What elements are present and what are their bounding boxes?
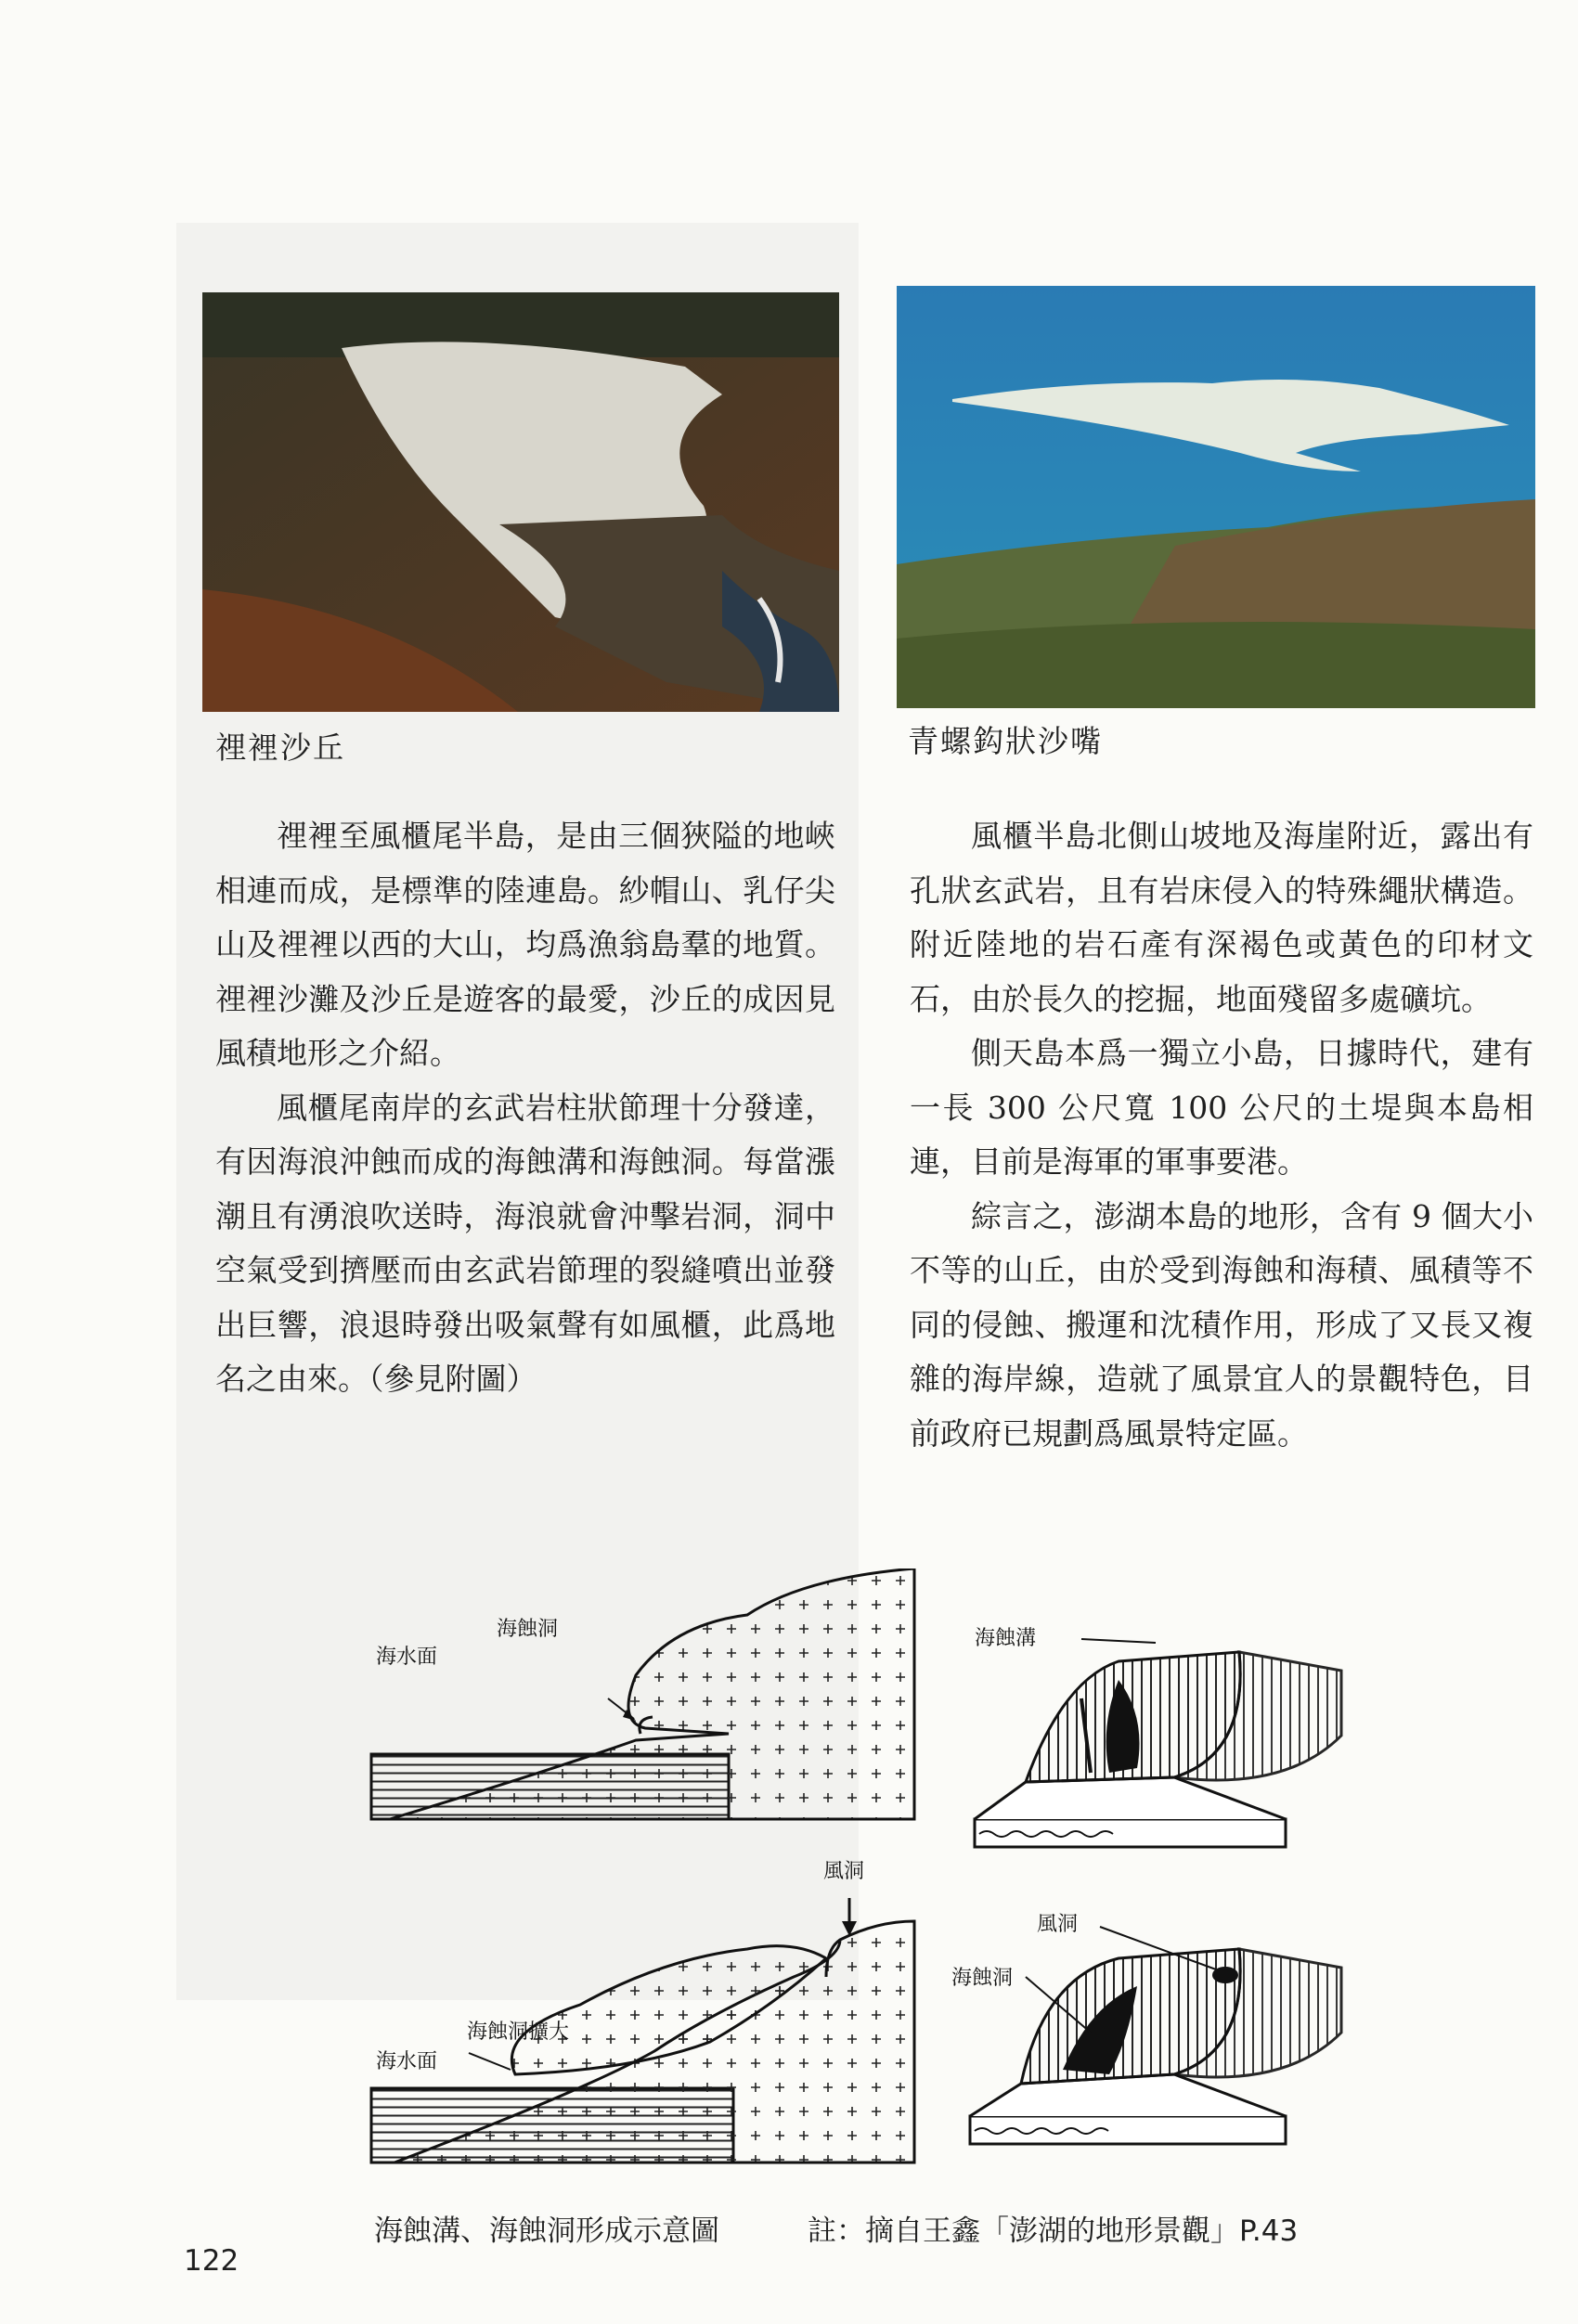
page-number: 122 <box>184 2244 239 2278</box>
sand-dune-photo <box>202 292 839 712</box>
sand-spit-photo <box>897 286 1535 708</box>
left-text-column <box>215 809 835 1407</box>
label-wind-cave-2: 風洞 <box>1037 1913 1079 1936</box>
label-sea-trench: 海蝕溝 <box>975 1627 1037 1650</box>
block-diagram-bottom <box>951 1913 1341 2144</box>
label-sea-cave: 海蝕洞 <box>497 1618 559 1641</box>
right-paragraph-2: 側天島本爲一獨立小島，日據時代，建有一長 300 公尺寬 100 公尺的土堤與本島相連，目前是海軍的軍事要港。 <box>910 1035 1533 1180</box>
left-paragraph-1: 𥚃裡至風櫃尾半島，是由三個狹隘的地峽相連而成，是標準的陸連島。紗帽山、乳仔尖山及𥚃裡以西的大山，均爲漁翁島羣的地質。𥚃裡沙灘及沙丘是遊客的最愛，沙丘的成因見風積地形之介紹。 <box>215 818 835 1071</box>
left-paragraph-2: 風櫃尾南岸的玄武岩柱狀節理十分發達，有因海浪沖蝕而成的海蝕溝和海蝕洞。每當漲潮且有湧浪吹送時，海浪就會沖擊岩洞，洞中空氣受到擠壓而由玄武岩節理的裂縫噴出並發出巨響，浪退時發出吸氣聲有如風櫃，此爲地名之由來。（參見附圖） <box>215 1089 835 1397</box>
right-paragraph-3: 綜言之，澎湖本島的地形，含有 9 個大小不等的山丘，由於受到海蝕和海積、風積等不同的侵蝕、搬運和沈積作用，形成了又長又複雜的海岸線，造就了風景宜人的景觀特色，目前政府已規劃爲風景特定區。 <box>910 1197 1533 1452</box>
label-sea-cave-2: 海蝕洞 <box>951 1967 1014 1990</box>
right-paragraph-1: 風櫃半島北側山坡地及海崖附近，露出有孔狀玄武岩，且有岩床侵入的特殊繩狀構造。附近陸地的岩石產有深褐色或黃色的印材文石，由於長久的挖掘，地面殘留多處礦坑。 <box>910 818 1533 1017</box>
label-sea-level-2: 海水面 <box>376 2050 438 2073</box>
figure-caption: 海蝕溝、海蝕洞形成示意圖 <box>374 2214 719 2248</box>
photo-caption-dune: 𥚃裡沙丘 <box>215 729 345 766</box>
cross-section-bottom <box>371 1860 914 2163</box>
block-diagram-top <box>975 1627 1341 1847</box>
label-wind-cave-1: 風洞 <box>823 1860 865 1883</box>
cross-section-top <box>371 1569 914 1819</box>
sea-erosion-diagram <box>357 1569 1355 2181</box>
label-cave-enlarged: 海蝕洞擴大 <box>467 2021 570 2044</box>
figure-source-note: 註：摘自王鑫「澎湖的地形景觀」P.43 <box>808 2214 1299 2248</box>
right-text-column <box>910 809 1533 1461</box>
photo-caption-spit: 青螺鈎狀沙嘴 <box>908 723 1103 759</box>
label-sea-level-1: 海水面 <box>376 1646 438 1669</box>
